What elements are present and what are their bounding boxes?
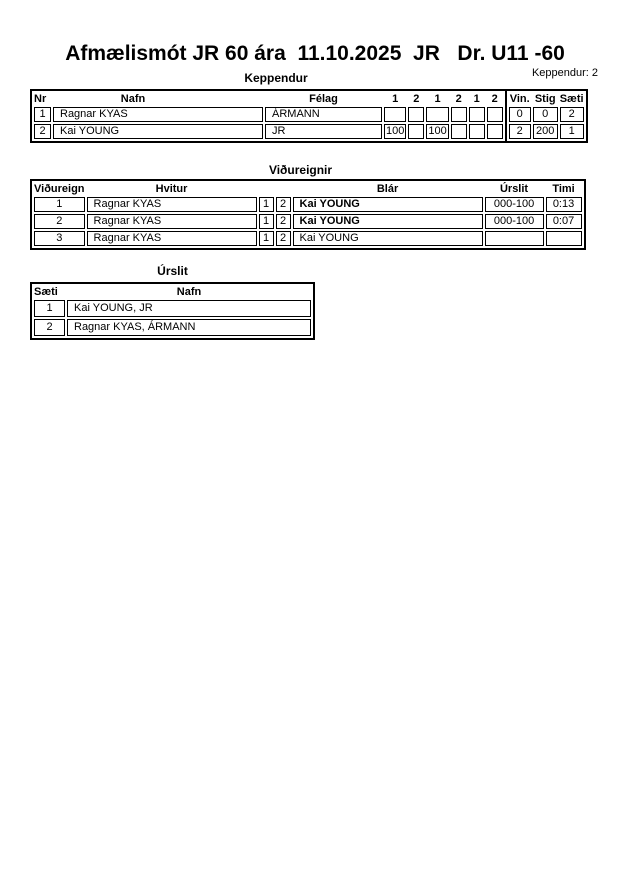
keppendur-summary-row <box>509 107 584 122</box>
cell-vin: 2 <box>509 124 531 139</box>
cell-nafn: Ragnar KYAS, ÁRMANN <box>67 319 311 336</box>
cell-box2: 2 <box>276 231 291 246</box>
col-header-round-4: 2 <box>455 93 462 105</box>
cell-box1: 1 <box>259 231 274 246</box>
cell-stig: 0 <box>533 107 558 122</box>
cell-score-3 <box>426 107 448 122</box>
cell-timi: 0:13 <box>546 197 582 212</box>
cell-urslit: 000-100 <box>485 214 544 229</box>
urslit-box <box>30 282 315 340</box>
cell-vin: 0 <box>509 107 531 122</box>
cell-score-3: 100 <box>428 125 447 137</box>
keppendur-table <box>32 91 505 141</box>
col-header-vidureign: Viðureign <box>34 183 85 195</box>
col-header-stig: Stig <box>534 93 556 105</box>
cell-hvitur: Ragnar KYAS <box>87 197 257 212</box>
col-header-urslit: Úrslit <box>499 183 529 195</box>
section-title-keppendur: Keppendur <box>244 71 308 85</box>
cell-timi: 0:07 <box>546 214 582 229</box>
col-header-nafn: Nafn <box>176 286 202 298</box>
vidureignir-row <box>34 231 582 246</box>
cell-blar: Kai YOUNG <box>293 214 483 229</box>
keppendur-summary-box <box>505 89 588 143</box>
urslit-header-row <box>34 286 311 298</box>
cell-score-1 <box>384 107 406 122</box>
col-header-round-5: 1 <box>473 93 480 105</box>
cell-score-5 <box>469 107 485 122</box>
keppendur-row <box>34 107 503 122</box>
col-header-round-1: 1 <box>392 93 399 105</box>
keppendur-summary-header-row <box>509 93 584 105</box>
keppendur-row <box>34 124 503 139</box>
section-title-urslit: Úrslit <box>157 264 188 278</box>
cell-hvitur: Ragnar KYAS <box>87 214 257 229</box>
section-title-vidureignir: Viðureignir <box>268 163 333 177</box>
keppendur-summary-row <box>509 124 584 139</box>
col-header-round-6: 2 <box>491 93 498 105</box>
keppendur-header-row <box>34 93 503 105</box>
cell-saeti: 2 <box>34 319 65 336</box>
col-header-saeti: Sæti <box>34 286 58 298</box>
vidureignir-table <box>32 181 584 248</box>
col-header-saeti: Sæti <box>559 93 584 105</box>
cell-score-1: 100 <box>386 125 405 137</box>
col-header-blar: Blár <box>376 183 399 195</box>
cell-saeti: 1 <box>34 300 65 317</box>
cell-timi <box>546 231 582 246</box>
keppendur-summary-table <box>507 91 586 141</box>
cell-match-nr: 2 <box>34 214 85 229</box>
cell-box2: 2 <box>276 214 291 229</box>
cell-score-4 <box>451 107 467 122</box>
cell-felag: ÁRMANN <box>265 107 382 122</box>
cell-score-6 <box>487 124 503 139</box>
cell-nr: 2 <box>34 124 51 139</box>
cell-match-nr: 3 <box>34 231 85 246</box>
cell-stig: 200 <box>533 124 558 139</box>
page-title: Afmælismót JR 60 ára 11.10.2025 JR Dr. U11 -60 <box>65 42 565 65</box>
cell-match-nr: 1 <box>34 197 85 212</box>
cell-box2: 2 <box>276 197 291 212</box>
vidureignir-row <box>34 214 582 229</box>
urslit-row <box>34 300 311 317</box>
col-header-box1 <box>259 183 274 195</box>
vidureignir-header-row <box>34 183 582 195</box>
cell-score-5 <box>469 124 485 139</box>
vidureignir-box <box>30 179 586 250</box>
col-header-nr: Nr <box>34 93 47 105</box>
keppendur-main-box <box>30 89 507 143</box>
cell-hvitur: Ragnar KYAS <box>87 231 257 246</box>
cell-nafn: Ragnar KYAS <box>53 107 263 122</box>
urslit-row <box>34 319 311 336</box>
cell-score-6 <box>487 107 503 122</box>
urslit-table-wrap <box>30 282 315 340</box>
cell-blar: Kai YOUNG <box>293 197 483 212</box>
cell-urslit: 000-100 <box>485 197 544 212</box>
competitor-count: Keppendur: 2 <box>531 67 598 79</box>
col-header-round-3: 1 <box>434 93 441 105</box>
urslit-table <box>32 284 313 338</box>
cell-box1: 1 <box>259 214 274 229</box>
col-header-round-2: 2 <box>413 93 420 105</box>
col-header-vin: Vin. <box>509 93 530 105</box>
col-header-felag: Félag <box>309 93 338 105</box>
vidureignir-table-wrap <box>30 179 586 250</box>
cell-saeti: 1 <box>560 124 584 139</box>
col-header-timi: Timi <box>552 183 575 195</box>
keppendur-table-wrap <box>30 89 588 143</box>
cell-saeti: 2 <box>560 107 584 122</box>
cell-urslit <box>485 231 544 246</box>
cell-blar: Kai YOUNG <box>293 231 483 246</box>
col-header-hvitur: Hvitur <box>155 183 188 195</box>
vidureignir-row <box>34 197 582 212</box>
col-header-nafn: Nafn <box>120 93 146 105</box>
cell-score-2 <box>408 124 424 139</box>
cell-nafn: Kai YOUNG, JR <box>67 300 311 317</box>
cell-felag: JR <box>265 124 382 139</box>
cell-score-4 <box>451 124 467 139</box>
cell-box1: 1 <box>259 197 274 212</box>
cell-score-2 <box>408 107 424 122</box>
cell-nr: 1 <box>34 107 51 122</box>
col-header-box2 <box>276 183 291 195</box>
cell-nafn: Kai YOUNG <box>53 124 263 139</box>
